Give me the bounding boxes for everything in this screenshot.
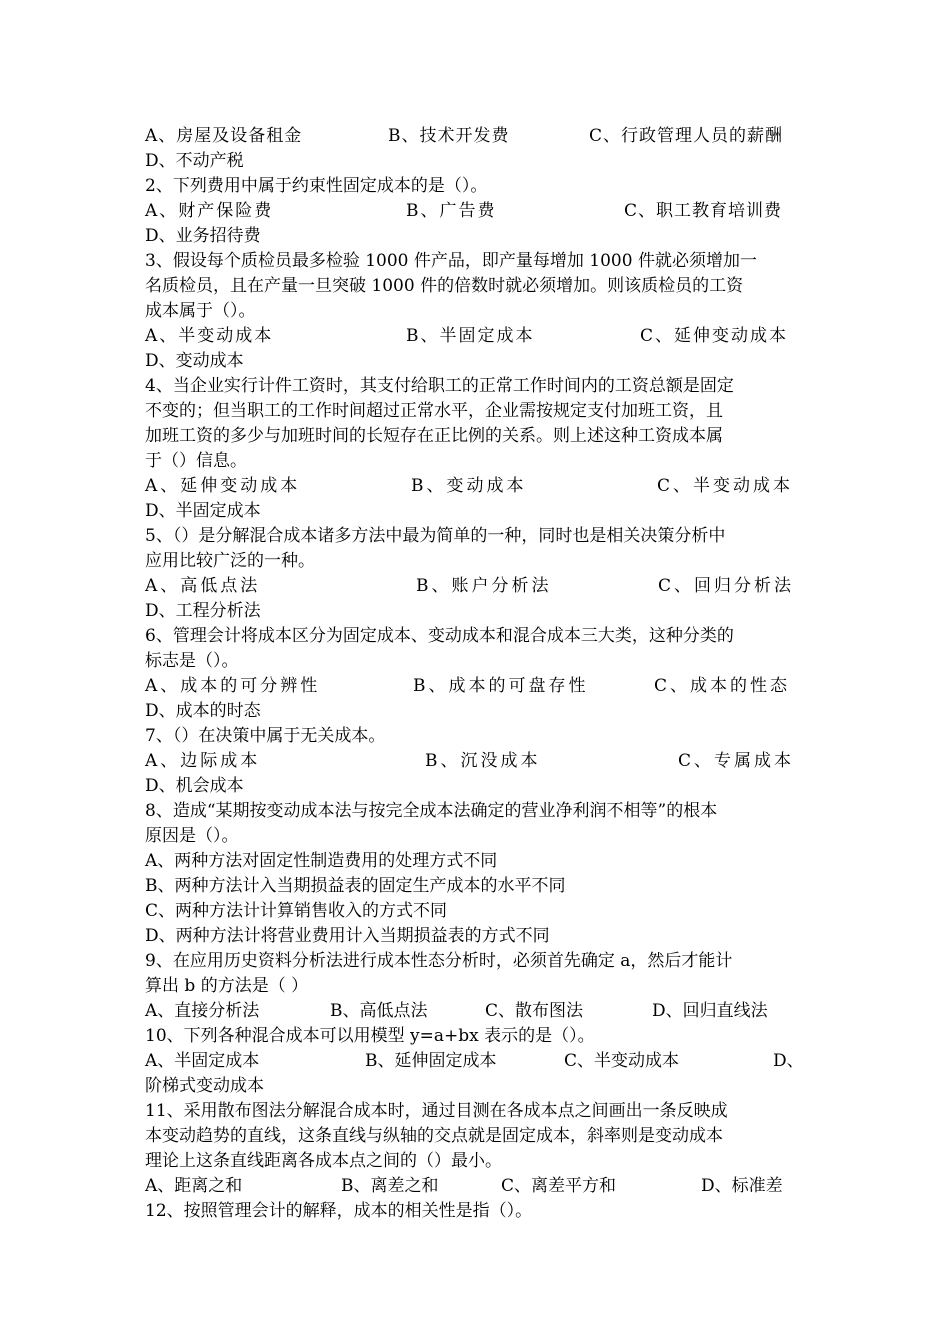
q4-option-d: D、半固定成本 [145,501,261,521]
q6-options [145,674,809,699]
q2-option-d: D、业务招待费 [145,226,261,246]
q2-stem: 2、下列费用中属于约束性固定成本的是（）。 [145,176,488,196]
q3-stem-line-1: 3、假设每个质检员最多检验 1000 件产品，即产量每增加 1000 件就必须增加一 [145,251,757,271]
q4-stem-line-3: 加班工资的多少与加班时间的长短存在正比例的关系。则上述这种工资成本属 [145,426,723,446]
q9-option-d: D、回归直线法 [652,1001,768,1021]
q6-stem-line-1: 6、管理会计将成本区分为固定成本、变动成本和混合成本三大类，这种分类的 [145,626,734,646]
q10-options [145,1049,809,1074]
q1-option-c: C、行政管理人员的薪酬 [589,126,784,146]
q3-stem-line-2: 名质检员，且在产量一旦突破 1000 件的倍数时就必须增加。则该质检员的工资 [145,276,744,296]
q2-option-c: C、职工教育培训费 [624,201,783,221]
q9-stem-line-1: 9、在应用历史资料分析法进行成本性态分析时，必须首先确定 a，然后才能计 [145,951,733,971]
q8-stem-line-2: 原因是（）。 [145,826,239,846]
q11-option-d: D、标准差 [701,1176,783,1196]
q3-option-a: A、半变动成本 [145,326,274,346]
q4-stem-line-2: 不变的；但当职工的工作时间超过正常水平，企业需按规定支付加班工资，且 [145,401,723,421]
q8-option-b: B、两种方法计入当期损益表的固定生产成本的水平不同 [145,876,566,896]
q7-option-c: C、专属成本 [678,751,795,771]
q7-option-a: A、边际成本 [145,751,261,771]
q6-stem-line-2: 标志是（）。 [145,651,239,671]
q12-stem: 12、按照管理会计的解释，成本的相关性是指（）。 [145,1201,533,1221]
q10-option-c: C、半变动成本 [564,1051,680,1071]
q11-stem-line-2: 本变动趋势的直线，这条直线与纵轴的交点就是固定成本，斜率则是变动成本 [145,1126,723,1146]
q11-option-c: C、离差平方和 [501,1176,617,1196]
q6-option-b: B、成本的可盘存性 [413,676,589,696]
q8-option-a: A、两种方法对固定性制造费用的处理方式不同 [145,851,498,871]
q8-option-d: D、两种方法计将营业费用计入当期损益表的方式不同 [145,926,550,946]
q2-options [145,199,809,224]
q11-option-a: A、距离之和 [145,1176,243,1196]
q3-option-c: C、延伸变动成本 [640,326,789,346]
q7-option-d: D、机会成本 [145,776,244,796]
q5-options [145,574,809,599]
q5-option-a: A、高低点法 [145,576,261,596]
q6-option-a: A、成本的可分辨性 [145,676,321,696]
q4-option-c: C、半变动成本 [657,476,794,496]
q9-stem-line-2: 算出 b 的方法是（ ） [145,976,309,996]
q10-option-a: A、半固定成本 [145,1051,260,1071]
q10-stem: 10、下列各种混合成本可以用模型 y=a+bx 表示的是（）。 [145,1026,595,1046]
q9-options [145,999,809,1024]
q7-option-b: B、沉没成本 [425,751,541,771]
q11-option-b: B、离差之和 [341,1176,439,1196]
q5-option-d: D、工程分析法 [145,601,261,621]
q3-options [145,324,809,349]
q9-option-c: C、散布图法 [485,1001,584,1021]
q3-option-d: D、变动成本 [145,351,244,371]
q7-stem: 7、（）在决策中属于无关成本。 [145,726,386,746]
q10-option-d: D、 [773,1051,804,1071]
q5-stem-line-1: 5、（）是分解混合成本诸多方法中最为简单的一种，同时也是相关决策分析中 [145,526,726,546]
q5-option-b: B、账户分析法 [416,576,552,596]
q5-stem-line-2: 应用比较广泛的一种。 [145,551,315,571]
q9-option-b: B、高低点法 [330,1001,428,1021]
q9-option-a: A、直接分析法 [145,1001,260,1021]
q11-stem-line-3: 理论上这条直线距离各成本点之间的（）最小。 [145,1151,502,1171]
q4-option-a: A、延伸变动成本 [145,476,301,496]
q3-option-b: B、半固定成本 [406,326,535,346]
q11-stem-line-1: 11、采用散布图法分解混合成本时，通过目测在各成本点之间画出一条反映成 [145,1101,728,1121]
q5-option-c: C、回归分析法 [658,576,795,596]
q6-option-d: D、成本的时态 [145,701,261,721]
q2-option-b: B、广告费 [406,201,497,221]
q10-option-b: B、延伸固定成本 [365,1051,497,1071]
q1-option-b: B、技术开发费 [388,126,510,146]
q4-stem-line-1: 4、当企业实行计件工资时，其支付给职工的正常工作时间内的工资总额是固定 [145,376,734,396]
q1-option-d: D、不动产税 [145,151,244,171]
q10-option-d-cont: 阶梯式变动成本 [145,1076,264,1096]
q6-option-c: C、成本的性态 [654,676,791,696]
q4-stem-line-4: 于（）信息。 [145,451,247,471]
q1-options [145,124,809,149]
q8-stem-line-1: 8、造成“某期按变动成本法与按完全成本法确定的营业净利润不相等”的根本 [145,801,718,821]
q7-options [145,749,809,774]
q8-option-c: C、两种方法计计算销售收入的方式不同 [145,901,448,921]
q11-options [145,1174,809,1199]
q4-option-b: B、变动成本 [411,476,527,496]
q2-option-a: A、财产保险费 [145,201,274,221]
document-page [145,124,809,1224]
q3-stem-line-3: 成本属于（）。 [145,301,256,321]
q1-option-a: A、房屋及设备租金 [145,126,303,146]
q4-options [145,474,809,499]
